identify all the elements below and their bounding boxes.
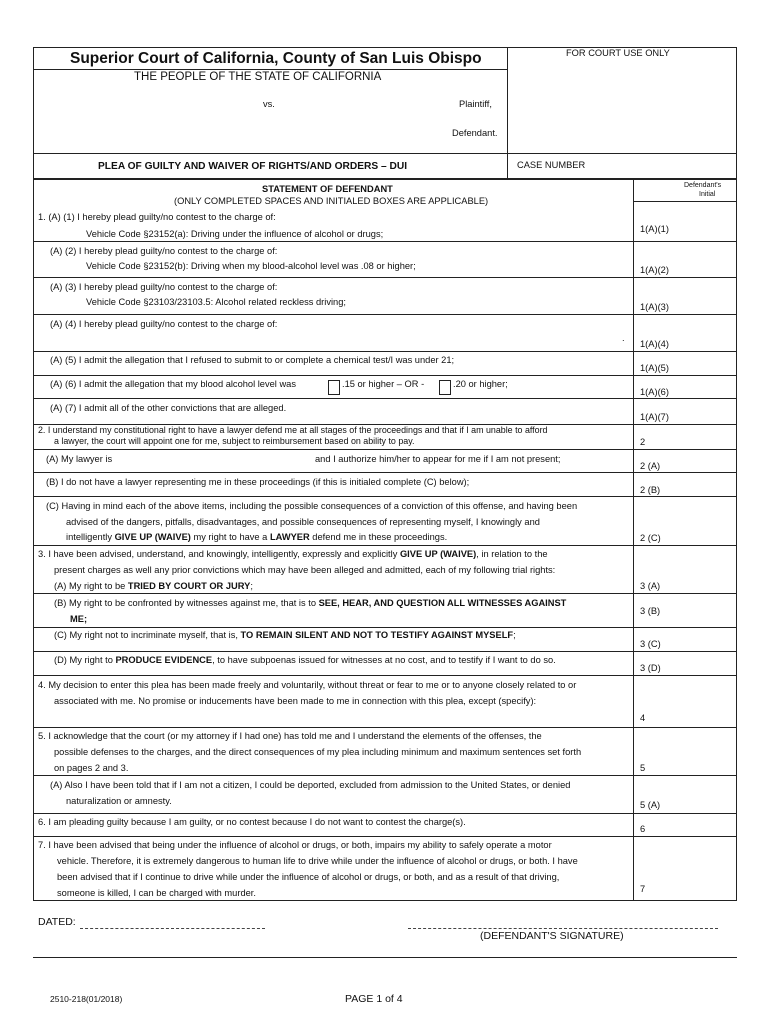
item-3a-line1: (A) My right to be TRIED BY COURT OR JURY; <box>54 581 253 591</box>
row-rule <box>33 241 737 242</box>
form-code: 2510-218(01/2018) <box>50 994 123 1004</box>
item-1a4-dot: . <box>622 333 625 343</box>
bac-20-label: .20 or higher; <box>453 379 508 389</box>
footer-rule <box>33 957 737 958</box>
form-title: PLEA OF GUILTY AND WAIVER OF RIGHTS/AND ORDERS – DUI <box>98 161 408 172</box>
row-rule <box>33 472 737 473</box>
initial-box-2a[interactable]: 2 (A) <box>640 461 661 471</box>
defendant-label: Defendant. <box>452 128 498 138</box>
item-4-line1: 4. My decision to enter this plea has been made freely and voluntarily, without threat or fear to me or to anyone closely related to or <box>38 680 577 690</box>
initial-box-7[interactable]: 7 <box>640 884 646 894</box>
initials-header-rule <box>633 201 737 202</box>
row-rule <box>33 651 737 652</box>
court-title: Superior Court of California, County of San Luis Obispo <box>70 50 482 67</box>
item-2-line2: a lawyer, the court will appoint one for me, subject to reimbursement based on ability to pay. <box>54 436 415 446</box>
item-3c-line1: (C) My right not to incriminate myself, that is, TO REMAIN SILENT AND NOT TO TESTIFY AGAINST MYSELF; <box>54 630 516 640</box>
item-5a-line2: naturalization or amnesty. <box>66 796 172 806</box>
item-3-line1: 3. I have been advised, understand, and knowingly, intelligently, expressly and explicitly GIVE UP (WAIVE), in relation to the <box>38 549 548 559</box>
item-6-line1: 6. I am pleading guilty because I am guilty, or no contest because I do not want to contest the charge(s). <box>38 817 466 827</box>
item-1a1-line2: Vehicle Code §23152(a): Driving under the influence of alcohol or drugs; <box>86 229 384 239</box>
case-number-label: CASE NUMBER <box>517 160 586 170</box>
row-rule <box>33 496 737 497</box>
initial-box-1a1[interactable]: 1(A)(1) <box>640 224 669 234</box>
item-1a7-line1: (A) (7) I admit all of the other convictions that are alleged. <box>50 403 287 413</box>
item-1a3-line2: Vehicle Code §23103/23103.5: Alcohol related reckless driving; <box>86 297 346 307</box>
initial-box-6[interactable]: 6 <box>640 824 646 834</box>
item-3-line2: present charges as well any prior convictions which may have been alleged and admitted, each of my following trial rights: <box>54 565 556 575</box>
initial-box-3b[interactable]: 3 (B) <box>640 606 661 616</box>
initial-box-3a[interactable]: 3 (A) <box>640 581 661 591</box>
signature-label: (DEFENDANT'S SIGNATURE) <box>480 930 624 942</box>
item-2c-line3: intelligently GIVE UP (WAIVE) my right to have a LAWYER defend me in these proceedings. <box>66 532 448 542</box>
row-rule <box>33 398 737 399</box>
item-2-line1: 2. I understand my constitutional right to have a lawyer defend me at all stages of the proceedings and that if I am unable to afford <box>38 425 548 435</box>
row-rule <box>33 449 737 450</box>
page-number: PAGE 1 of 4 <box>345 993 403 1005</box>
item-3d-line1: (D) My right to PRODUCE EVIDENCE, to have subpoenas issued for witnesses at no cost, and to testify if I want to do so. <box>54 655 556 665</box>
bac-15-label: .15 or higher – OR - <box>342 379 425 389</box>
initial-box-1a4[interactable]: 1(A)(4) <box>640 339 669 349</box>
item-2b-line1: (B) I do not have a lawyer representing me in these proceedings (if this is initialed complete (C) below); <box>46 477 470 487</box>
item-2a-line1b: and I authorize him/her to appear for me if I am not present; <box>315 454 561 464</box>
item-1a3-line1: (A) (3) I hereby plead guilty/no contest to the charge of: <box>50 282 278 292</box>
item-4-line2: associated with me. No promise or inducements have been made to me in connection with this plea, except (specify): <box>54 696 537 706</box>
row-rule <box>33 627 737 628</box>
row-rule <box>33 675 737 676</box>
initial-box-1a6[interactable]: 1(A)(6) <box>640 387 669 397</box>
initial-box-1a5[interactable]: 1(A)(5) <box>640 363 669 373</box>
initial-header-line1: Defendant's <box>684 182 722 189</box>
statement-title: STATEMENT OF DEFENDANT <box>262 184 393 194</box>
row-rule <box>33 593 737 594</box>
initial-box-3c[interactable]: 3 (C) <box>640 639 661 649</box>
item-1a2-line2: Vehicle Code §23152(b): Driving when my blood-alcohol level was .08 or higher; <box>86 261 416 271</box>
initial-box-2[interactable]: 2 <box>640 437 646 447</box>
item-2c-line2: advised of the dangers, pitfalls, disadvantages, and possible consequences of representing myself, I knowingly and <box>66 517 540 527</box>
signature-line[interactable] <box>408 928 718 929</box>
initial-box-5a[interactable]: 5 (A) <box>640 800 661 810</box>
initial-box-2c[interactable]: 2 (C) <box>640 533 661 543</box>
item-5-line2: possible defenses to the charges, and the direct consequences of my plea including minimum and maximum sentences set forth <box>54 747 582 757</box>
plaintiff-label: Plaintiff, <box>459 99 492 109</box>
item-1a4-line1: (A) (4) I hereby plead guilty/no contest to the charge of: <box>50 319 278 329</box>
row-rule <box>33 775 737 776</box>
bac-20-checkbox[interactable] <box>439 380 451 395</box>
item-7-line1: 7. I have been advised that being under the influence of alcohol or drugs, or both, impairs my ability to safely operate a motor <box>38 840 552 850</box>
item-7-line3: been advised that if I continue to drive while under the influence of alcohol or drugs, or both, and as a result of that driving, <box>57 872 560 882</box>
item-1a6-line1: (A) (6) I admit the allegation that my blood alcohol level was <box>50 379 296 389</box>
item-5a-line1: (A) Also I have been told that if I am not a citizen, I could be deported, excluded from admission to the United States, or denied <box>50 780 571 790</box>
item-3b-line2: ME; <box>70 614 88 624</box>
initial-header-line2: Initial <box>699 191 716 198</box>
row-rule <box>33 314 737 315</box>
row-rule <box>33 545 737 546</box>
initial-box-5[interactable]: 5 <box>640 763 646 773</box>
item-3b-line1: (B) My right to be confronted by witnesses against me, that is to SEE, HEAR, AND QUESTION ALL WITNESSES AGAINST <box>54 598 567 608</box>
header-divider <box>507 47 508 179</box>
bac-15-checkbox[interactable] <box>328 380 340 395</box>
vs-label: vs. <box>263 99 275 109</box>
row-rule <box>33 277 737 278</box>
item-7-line4: someone is killed, I can be charged with murder. <box>57 888 256 898</box>
row-rule <box>33 836 737 837</box>
row-rule <box>33 727 737 728</box>
court-title-rule <box>33 69 507 70</box>
dated-line[interactable] <box>80 928 265 929</box>
item-1a1-line1: 1. (A) (1) I hereby plead guilty/no contest to the charge of: <box>38 212 276 222</box>
people-label: THE PEOPLE OF THE STATE OF CALIFORNIA <box>134 71 382 83</box>
item-7-line2: vehicle. Therefore, it is extremely dangerous to human life to drive while under the influence of alcohol or drugs, or both. I have <box>57 856 578 866</box>
item-1a2-line1: (A) (2) I hereby plead guilty/no contest to the charge of: <box>50 246 278 256</box>
court-use-label: FOR COURT USE ONLY <box>566 48 670 58</box>
item-2a-line1: (A) My lawyer is <box>46 454 113 464</box>
initial-box-2b[interactable]: 2 (B) <box>640 485 661 495</box>
row-rule <box>33 351 737 352</box>
initial-box-1a7[interactable]: 1(A)(7) <box>640 412 669 422</box>
item-2c-line1: (C) Having in mind each of the above items, including the possible consequences of a conviction of this offense, and having been <box>46 501 578 511</box>
item-5-line1: 5. I acknowledge that the court (or my attorney if I had one) has told me and I understand the elements of the offenses, the <box>38 731 542 741</box>
initial-box-1a3[interactable]: 1(A)(3) <box>640 302 669 312</box>
case-row-rule <box>33 153 737 154</box>
statement-subtitle: (ONLY COMPLETED SPACES AND INITIALED BOXES ARE APPLICABLE) <box>174 196 489 206</box>
initial-box-3d[interactable]: 3 (D) <box>640 663 661 673</box>
row-rule <box>33 375 737 376</box>
row-rule <box>33 813 737 814</box>
initials-column-divider <box>633 179 634 901</box>
initial-box-4[interactable]: 4 <box>640 713 646 723</box>
item-1a5-line1: (A) (5) I admit the allegation that I refused to submit to or complete a chemical test/I was under 21; <box>50 355 455 365</box>
initial-box-1a2[interactable]: 1(A)(2) <box>640 265 669 275</box>
item-5-line3: on pages 2 and 3. <box>54 763 129 773</box>
dated-label: DATED: <box>38 916 76 928</box>
